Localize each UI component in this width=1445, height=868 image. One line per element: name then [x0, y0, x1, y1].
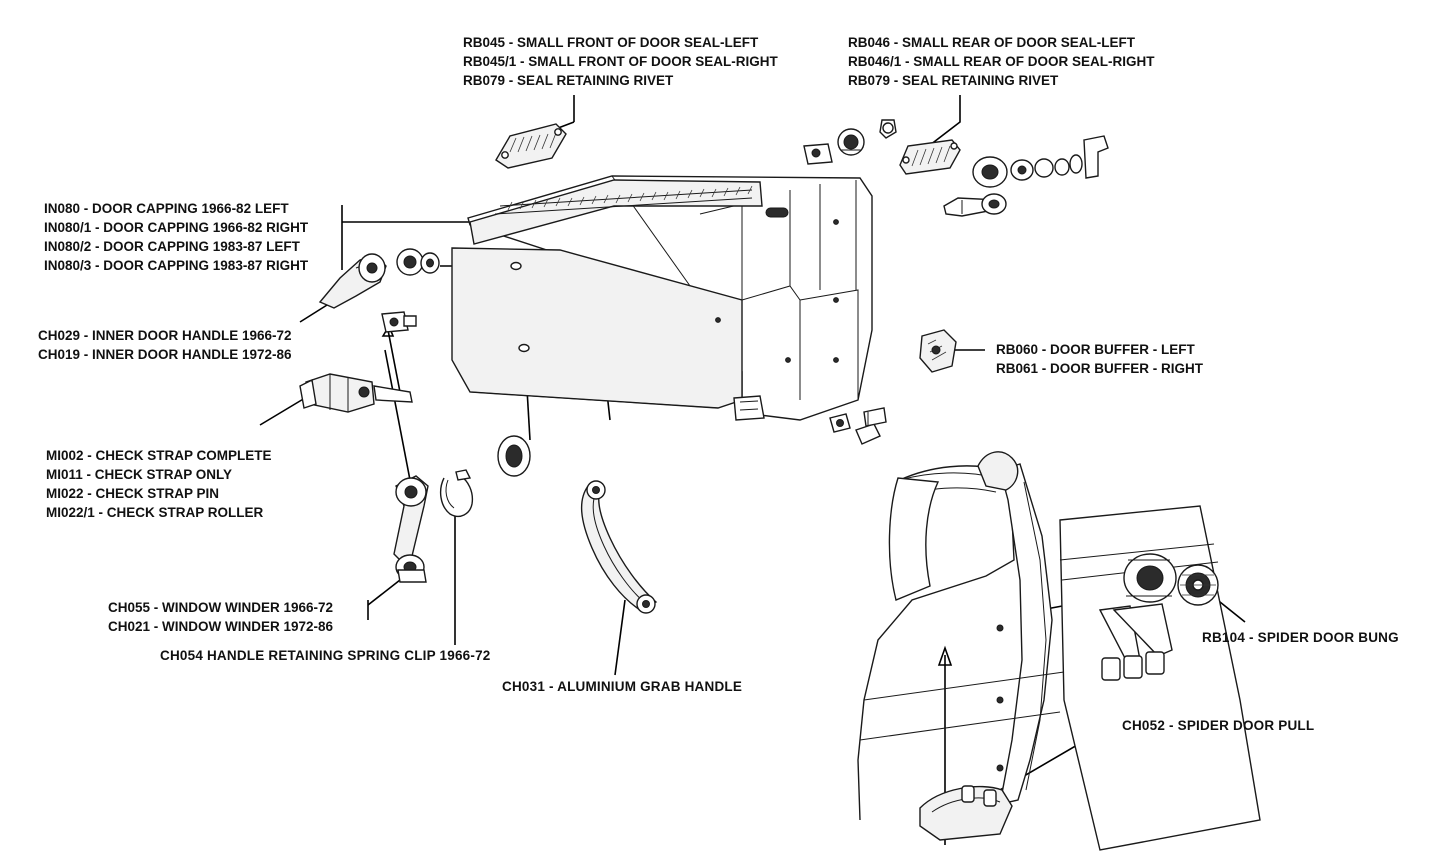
label-door-buffer-line-2: RB061 - DOOR BUFFER - RIGHT: [996, 361, 1204, 376]
label-rear-door-seal: [848, 33, 1155, 90]
label-spider-door-pull: CH052 - SPIDER DOOR PULL: [1122, 718, 1315, 733]
door-shell: [452, 176, 872, 420]
label-rear-door-seal-line-3: RB079 - SEAL RETAINING RIVET: [848, 73, 1059, 88]
label-door-capping-line-1: IN080 - DOOR CAPPING 1966-82 LEFT: [44, 201, 289, 216]
label-door-buffer: [996, 340, 1203, 378]
label-window-winder: [108, 598, 333, 636]
label-check-strap-line-2: MI011 - CHECK STRAP ONLY: [46, 467, 233, 482]
label-door-capping: [44, 199, 308, 275]
lower-fittings: [830, 408, 886, 444]
label-spider-door-bung: RB104 - SPIDER DOOR BUNG: [1202, 630, 1399, 645]
check-strap-bracket: [382, 312, 416, 332]
spider-door-inset: [858, 452, 1260, 850]
label-rear-door-seal-line-1: RB046 - SMALL REAR OF DOOR SEAL-LEFT: [848, 35, 1136, 50]
label-front-door-seal-line-1: RB045 - SMALL FRONT OF DOOR SEAL-LEFT: [463, 35, 759, 50]
label-door-capping-line-4: IN080/3 - DOOR CAPPING 1983-87 RIGHT: [44, 258, 309, 273]
label-check-strap-line-4: MI022/1 - CHECK STRAP ROLLER: [46, 505, 264, 520]
label-grab-handle: CH031 - ALUMINIUM GRAB HANDLE: [502, 679, 743, 694]
label-inner-door-handle: [38, 326, 292, 364]
label-check-strap-line-3: MI022 - CHECK STRAP PIN: [46, 486, 220, 501]
label-window-winder-line-2: CH021 - WINDOW WINDER 1972-86: [108, 619, 334, 634]
label-window-winder-line-1: CH055 - WINDOW WINDER 1966-72: [108, 600, 334, 615]
window-winder-part: [394, 476, 428, 582]
label-spring-clip: CH054 HANDLE RETAINING SPRING CLIP 1966-72: [160, 648, 491, 663]
label-rear-door-seal-line-2: RB046/1 - SMALL REAR OF DOOR SEAL-RIGHT: [848, 54, 1155, 69]
spider-door-bung-part: [1178, 565, 1218, 605]
label-inner-door-handle-line-1: CH029 - INNER DOOR HANDLE 1966-72: [38, 328, 292, 343]
label-door-capping-line-2: IN080/1 - DOOR CAPPING 1966-82 RIGHT: [44, 220, 309, 235]
label-front-door-seal-line-2: RB045/1 - SMALL FRONT OF DOOR SEAL-RIGHT: [463, 54, 778, 69]
label-check-strap-line-1: MI002 - CHECK STRAP COMPLETE: [46, 448, 272, 463]
inner-door-handle-part: [320, 249, 439, 308]
grommet-part: [498, 436, 530, 476]
label-inner-door-handle-line-2: CH019 - INNER DOOR HANDLE 1972-86: [38, 347, 292, 362]
label-front-door-seal: [463, 33, 778, 90]
grab-handle-part: [582, 481, 656, 613]
door-buffer-part: [920, 330, 956, 372]
spring-clip-part: [441, 470, 473, 516]
label-door-capping-line-3: IN080/2 - DOOR CAPPING 1983-87 LEFT: [44, 239, 300, 254]
label-door-buffer-line-1: RB060 - DOOR BUFFER - LEFT: [996, 342, 1195, 357]
label-check-strap: [46, 446, 272, 522]
label-front-door-seal-line-3: RB079 - SEAL RETAINING RIVET: [463, 73, 674, 88]
